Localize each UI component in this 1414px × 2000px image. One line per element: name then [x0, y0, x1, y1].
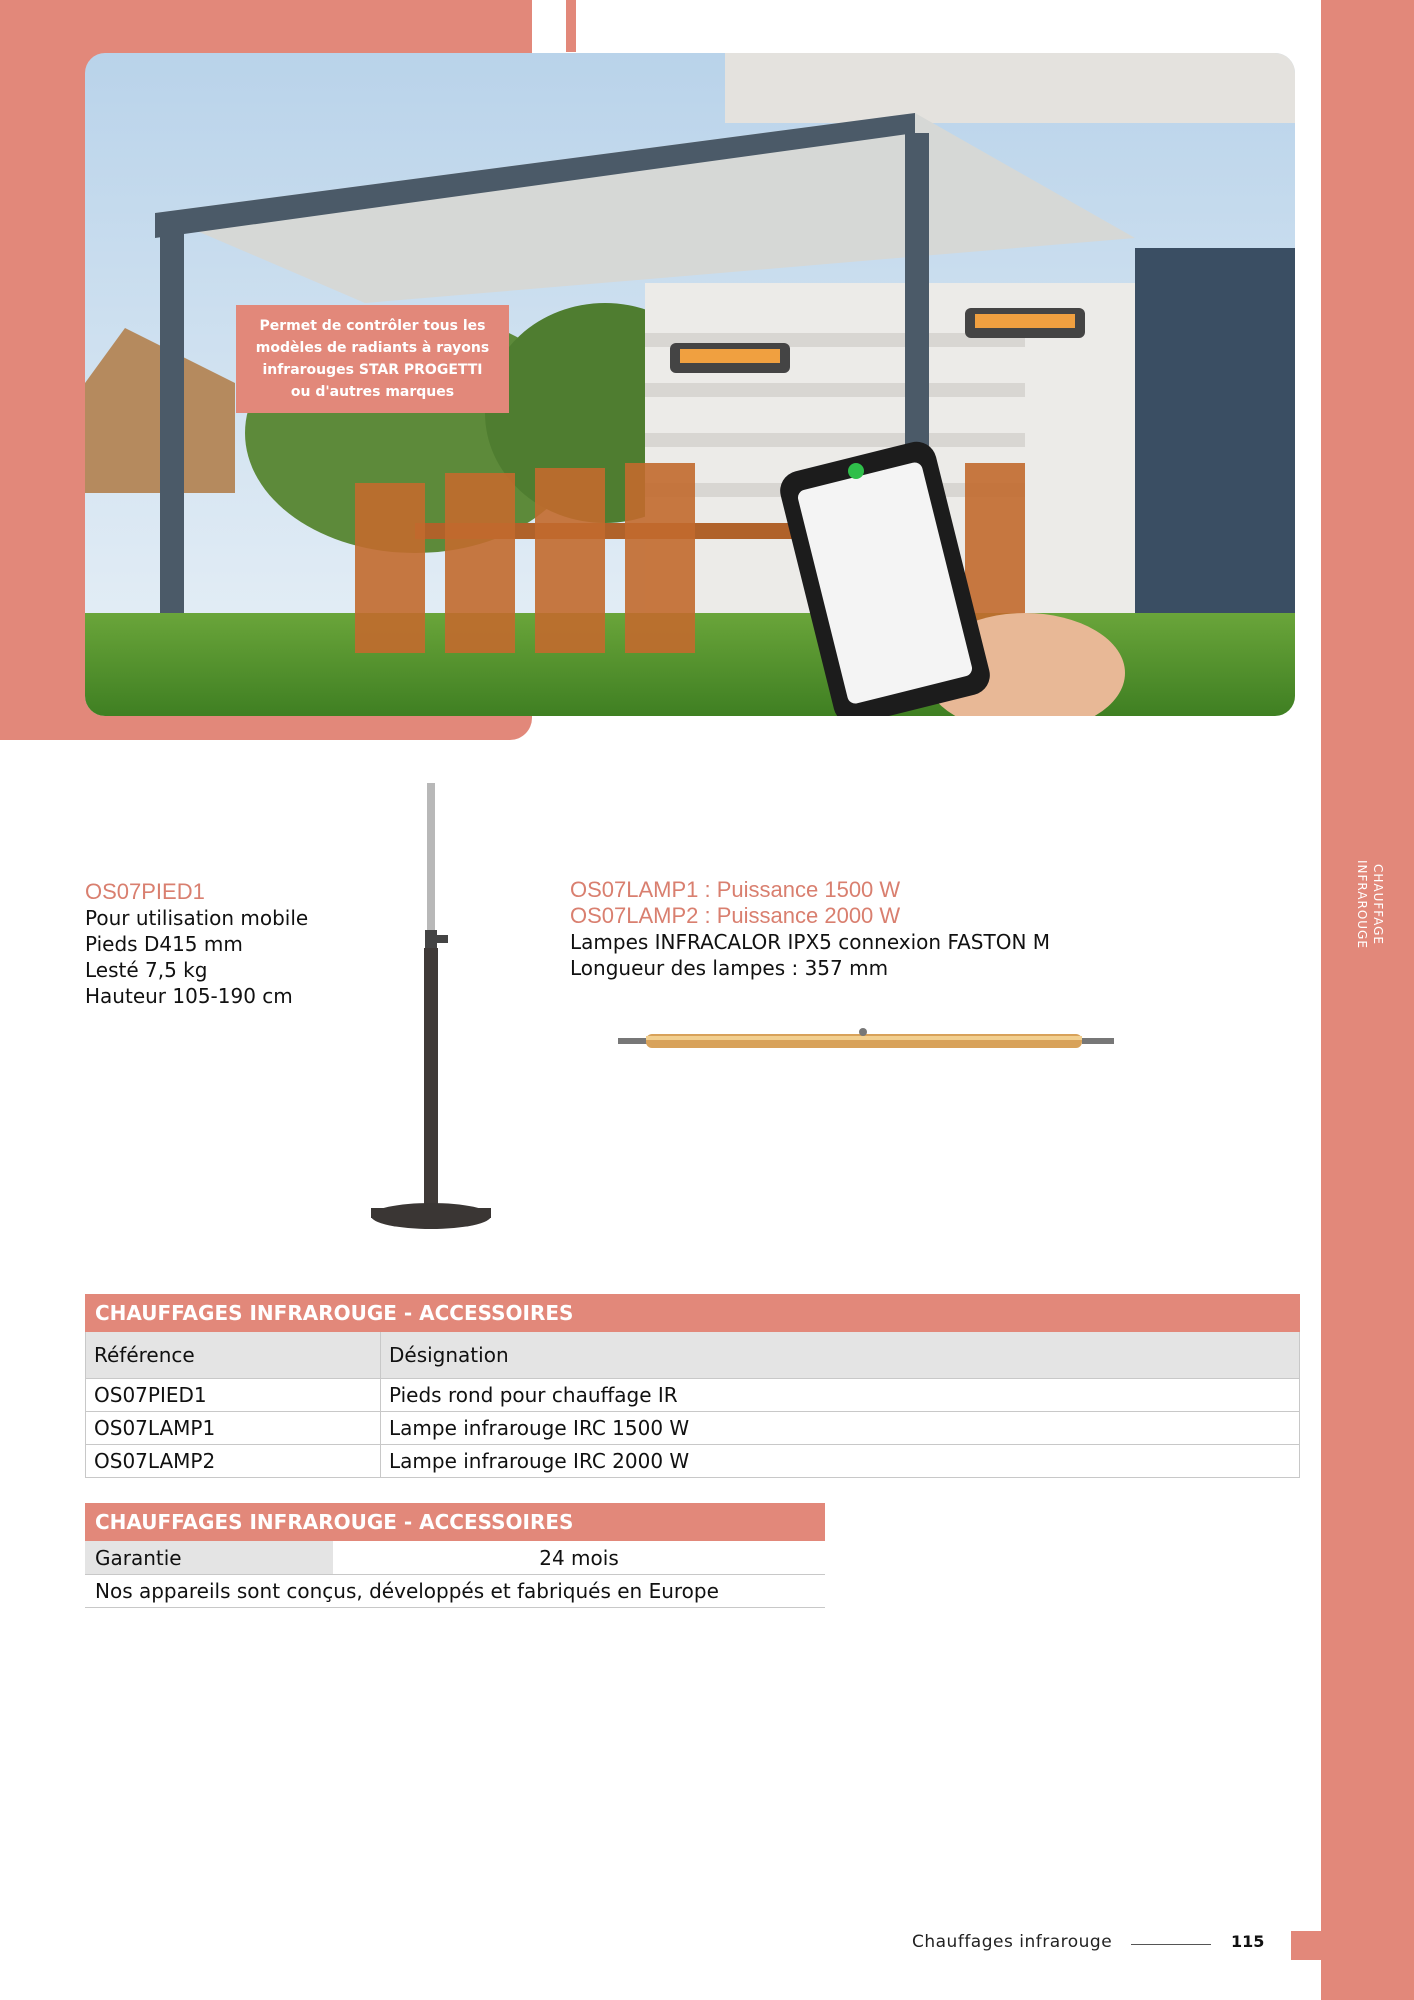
product-lamps-info — [570, 877, 1050, 981]
warranty-value: 24 mois — [539, 1545, 619, 1570]
callout-line-2: modèles de radiants à rayons — [255, 340, 490, 356]
accessories-table-title: CHAUFFAGES INFRAROUGE - ACCESSOIRES — [85, 1294, 1300, 1332]
product-stand-spec-1: Pour utilisation mobile — [85, 906, 309, 930]
table-row — [85, 1378, 1300, 1411]
row-reference: OS07PIED1 — [86, 1379, 381, 1411]
hero-callout — [236, 305, 509, 413]
product-stand-spec-3: Lesté 7,5 kg — [85, 958, 208, 982]
product-lamps-spec-2: Longueur des lampes : 357 mm — [570, 956, 889, 980]
right-accent-band — [1321, 0, 1414, 2000]
table-row — [85, 1444, 1300, 1478]
accessories-table — [85, 1294, 1300, 1478]
product-lamp2-code: OS07LAMP2 : Puissance 2000 W — [570, 903, 901, 928]
row-designation: Pieds rond pour chauffage IR — [389, 1383, 678, 1407]
lamp-tube-image — [618, 1024, 1114, 1062]
side-label-line2: INFRAROUGE — [1355, 860, 1369, 949]
product-stand-info — [85, 879, 308, 1009]
product-stand-spec-4: Hauteur 105-190 cm — [85, 984, 293, 1008]
footer-divider — [1131, 1944, 1211, 1945]
callout-line-3: infrarouges STAR PROGETTI — [262, 362, 483, 378]
row-designation: Lampe infrarouge IRC 1500 W — [389, 1416, 690, 1440]
callout-line-4: ou d'autres marques — [290, 384, 455, 400]
side-label-line1: CHAUFFAGE — [1371, 863, 1385, 945]
footer-accent-tab — [1291, 1931, 1321, 1960]
product-lamps-spec-1: Lampes INFRACALOR IPX5 connexion FASTON M — [570, 930, 1051, 954]
warranty-table-title: CHAUFFAGES INFRAROUGE - ACCESSOIRES — [85, 1503, 825, 1541]
section-side-label — [1346, 860, 1386, 949]
table-row — [85, 1411, 1300, 1444]
stand-image — [360, 780, 500, 1244]
product-stand-spec-2: Pieds D415 mm — [85, 932, 243, 956]
warranty-note: Nos appareils sont conçus, développés et fabriqués en Europe — [85, 1575, 825, 1608]
product-lamp1-code: OS07LAMP1 : Puissance 1500 W — [570, 877, 901, 902]
product-stand-code: OS07PIED1 — [85, 879, 205, 904]
warranty-row — [85, 1541, 825, 1575]
row-reference: OS07LAMP2 — [86, 1445, 381, 1477]
top-accent-notch — [566, 0, 576, 52]
callout-line-1: Permet de contrôler tous les — [259, 318, 486, 334]
row-reference: OS07LAMP1 — [86, 1412, 381, 1444]
warranty-table — [85, 1503, 825, 1608]
accessories-table-header — [85, 1332, 1300, 1378]
warranty-label: Garantie — [85, 1541, 333, 1574]
header-designation: Désignation — [389, 1343, 509, 1367]
page-number: 115 — [1231, 1932, 1265, 1951]
header-reference: Référence — [86, 1332, 381, 1378]
row-designation: Lampe infrarouge IRC 2000 W — [389, 1449, 690, 1473]
footer-section-name: Chauffages infrarouge — [912, 1932, 1113, 1952]
